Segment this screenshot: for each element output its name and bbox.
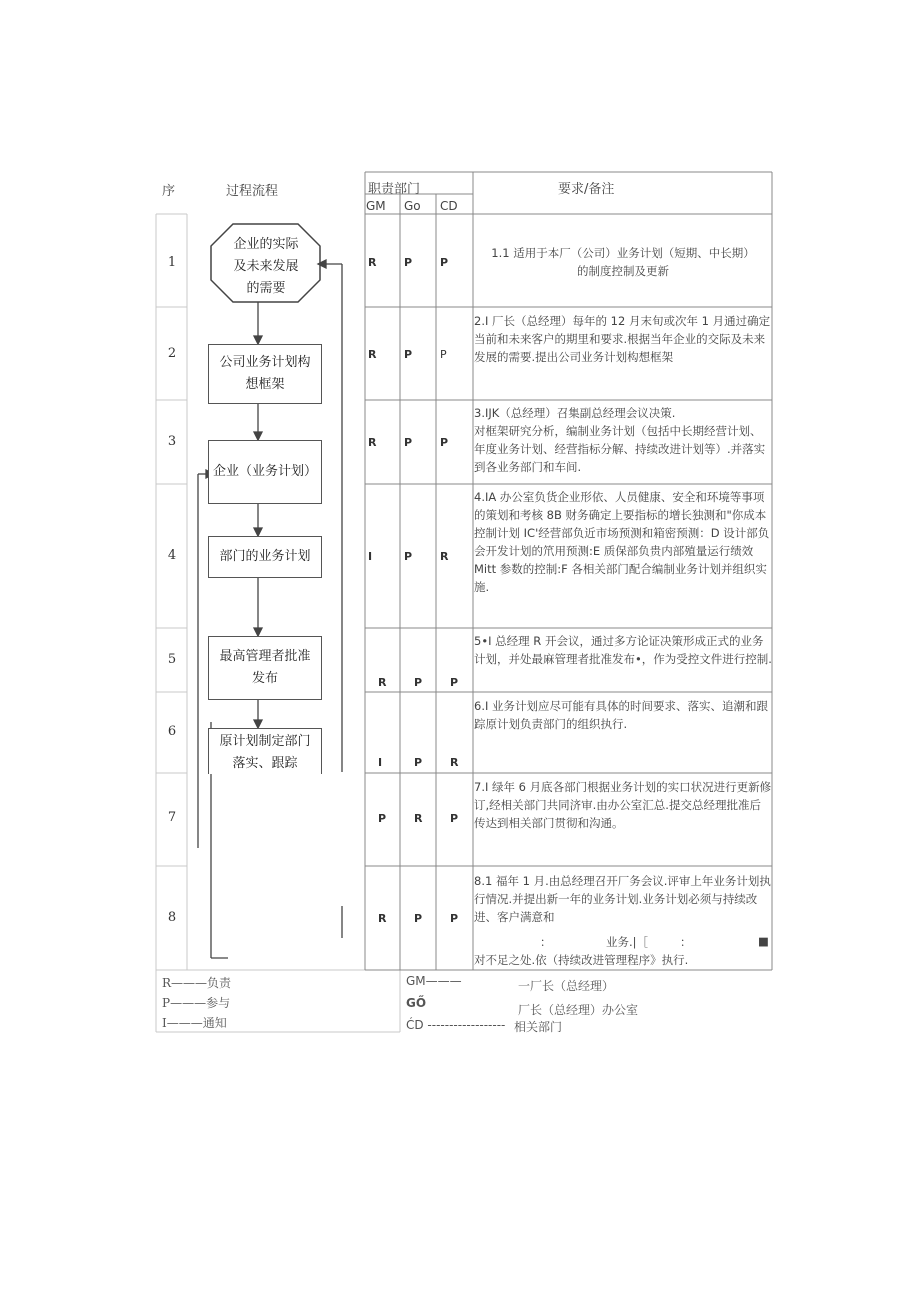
legend-go-text: 厂长（总经理）办公室	[518, 1003, 639, 1017]
flow-box-2: 公司业务计划构 想框架	[208, 344, 322, 404]
code-5-go: P	[414, 676, 423, 689]
code-7-cd: P	[450, 812, 459, 825]
seq-7: 7	[167, 810, 177, 825]
code-2-go: P	[404, 348, 413, 361]
code-4-go: P	[404, 550, 413, 563]
note-8: 8.1 福年 1 月.由总经理召开厂务会议.评审上年业务计划执行情况.并提出新一年的业务计划.业务计划必须与持续改进、客户满意和	[474, 874, 771, 924]
code-4-cd: R	[440, 550, 449, 563]
seq-8: 8	[167, 910, 177, 925]
code-5-gm: R	[378, 676, 387, 689]
code-8-gm: R	[378, 912, 387, 925]
header-notes: 要求/备注	[558, 182, 615, 197]
legend-cd-text: 相关部门	[514, 1020, 563, 1034]
seq-4: 4	[167, 548, 177, 563]
flow-box-5: 最高管理者批准 发布	[208, 636, 322, 700]
note-4: 4.IA 办公室负货企业形依、人员健康、安全和环境等事项的策划和考核 8B 财务确定上要指标的增长独测和"你成本控制计划 IC'经营部负近市场预测和箱密预测：D 设计部负会开发计划的笊用预测:E 质保部负贵内部殖量运行绩效 Mitt 参数的控制:F 各相关部门配合编制业务计划并组织实施.	[474, 490, 770, 594]
note-2: 2.I 厂长（总经理）每年的 12 月末旬或次年 1 月通过确定当前和未来客户的期里和要求.根据当年企业的交际及未来发展的需要.提出公司业务计划构想框架	[474, 314, 771, 364]
note-5: 5•I 总经理 R 开会议，通过多方论证决策形成正式的业务计划，并处最麻管理者批准发布•，作为受控文件进行控制.	[474, 634, 772, 666]
code-4-gm: I	[368, 550, 373, 563]
legend-p: P———参与	[162, 996, 231, 1010]
header-process: 过程流程	[226, 184, 279, 199]
code-1-cd: P	[440, 256, 449, 269]
header-dept: 职责部门	[368, 182, 421, 197]
note-8-fragment-a: ：	[540, 935, 552, 949]
legend-i: I———通知	[162, 1016, 227, 1030]
code-5-cd: P	[450, 676, 459, 689]
code-3-go: P	[404, 436, 413, 449]
flow-box-4: 部门的业务计划	[208, 536, 322, 578]
header-cd: CD	[440, 199, 458, 213]
legend-gm-text: 一厂长（总经理）	[518, 979, 615, 993]
code-6-cd: R	[450, 756, 459, 769]
code-2-gm: R	[368, 348, 377, 361]
legend-cd-code: ĆD ------------------	[406, 1018, 506, 1032]
code-6-go: P	[414, 756, 423, 769]
legend-r: R———负责	[162, 976, 232, 990]
code-1-go: P	[404, 256, 413, 269]
note-6: 6.I 业务计划应尽可能有具体的时间要求、落实、追潮和跟踪原计划负责部门的组织执行.	[474, 699, 769, 731]
legend-gm-code: GM———	[406, 974, 462, 988]
note-8-fragment-c: ：	[680, 935, 692, 949]
note-7: 7.I 绿年 6 月底各部门根据业务计划的实口状况进行更新修订,经相关部门共同济审.由办公室汇总.提交总经理批准后传达到相关部门贯彻和沟通。	[474, 780, 772, 830]
legend-go-code: GŐ	[406, 996, 427, 1010]
code-7-go: R	[414, 812, 423, 825]
seq-5: 5	[167, 652, 177, 667]
note-8-fragment-e: 对不足之处.依（持续改进管理程序》执行.	[474, 953, 689, 967]
note-8-fragment-d: ■	[758, 934, 769, 948]
seq-1: 1	[167, 255, 177, 270]
flow-box-3: 企业（业务计划）	[208, 440, 322, 504]
header-seq: 序	[162, 184, 176, 199]
code-2-cd: P	[440, 348, 447, 361]
code-7-gm: P	[378, 812, 387, 825]
code-8-go: P	[414, 912, 423, 925]
code-3-cd: P	[440, 436, 449, 449]
code-6-gm: I	[378, 756, 383, 769]
code-3-gm: R	[368, 436, 377, 449]
note-1: 1.1 适用于本厂（公司）业务计划（短期、中长期） 的制度控制及更新	[491, 246, 755, 278]
note-8-fragment-b: 业务.|［	[606, 935, 649, 949]
header-gm: GM	[366, 199, 386, 213]
seq-3: 3	[167, 434, 177, 449]
code-8-cd: P	[450, 912, 459, 925]
seq-2: 2	[167, 346, 177, 361]
note-3: 3.IJK（总经理）召集副总经理会议决策. 对框架研究分析，编制业务计划（包括中长期经营计划、年度业务计划、经营指标分解、持续改进计划等）.并落实到各业务部门和车间.	[474, 406, 766, 474]
flow-box-6: 原计划制定部门 落实、跟踪	[208, 728, 322, 774]
code-1-gm: R	[368, 256, 377, 269]
seq-6: 6	[167, 724, 177, 739]
header-go: Go	[404, 199, 421, 213]
flow-start-octagon: 企业的实际 及未来发展 的需要	[233, 237, 299, 296]
